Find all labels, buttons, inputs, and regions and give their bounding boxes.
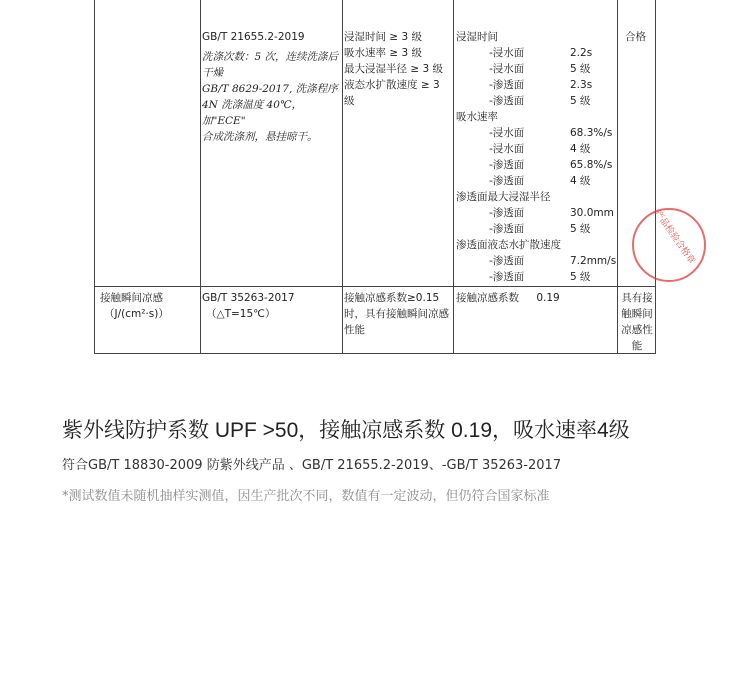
result-value: 0.19 [536,292,560,304]
result-value: 30.0mm [570,207,614,219]
result-label: -渗透面 [489,223,525,235]
standard-cell [202,290,340,322]
requirement-line: 吸水速率 ≥ 3 级 [344,47,422,59]
requirement-line: 性能 [344,324,365,336]
requirement-cell [344,290,452,338]
wash-note: GB/T 8629-2017, 洗涤程序 [202,83,338,95]
verdict-line: 具有接 [621,292,653,304]
test-report-table [94,0,656,354]
table-border [617,0,618,354]
disclaimer-note: *测试数值未随机抽样实测值，因生产批次不同，数值有一定波动，但仍符合国家标准 [62,489,550,504]
result-label: -渗透面 [489,271,525,283]
wash-note: 洗涤次数：5 次，连续洗涤后 [202,51,339,63]
result-value: 5 级 [570,95,591,107]
table-border [94,286,656,287]
result-label: -渗透面 [489,95,525,107]
standards-line: 符合GB/T 18830-2009 防紫外线产品 、GB/T 21655.2-2019、-GB/T 35263-2017 [62,458,562,473]
result-label: -渗透面 [489,79,525,91]
standard-cell [202,29,340,145]
result-cell [456,290,616,306]
result-value: 5 级 [570,223,591,235]
table-border [655,0,656,354]
result-label: -渗透面 [489,175,525,187]
result-label: -浸水面 [489,143,525,155]
requirement-line: 浸湿时间 ≥ 3 级 [344,31,422,43]
item-unit: （J/(cm²·s)） [104,308,169,320]
verdict-cell [625,29,646,45]
result-label: -渗透面 [489,207,525,219]
table-border [453,0,454,354]
result-label: -渗透面 [489,255,525,267]
standard-text: GB/T 35263-2017 [202,292,295,304]
result-label: -渗透面 [489,159,525,171]
requirement-cell [344,29,452,109]
result-value: 68.3%/s [570,127,613,139]
verdict-line: 凉感性 [621,324,653,336]
result-group-label: 浸湿时间 [456,31,498,43]
standard-condition: （△T=15℃） [206,308,276,320]
verdict-cell [619,290,655,354]
wash-note: 干燥 [202,67,223,79]
result-group-label: 吸水速率 [456,111,498,123]
result-label: 接触凉感系数 [456,292,519,304]
result-value: 2.3s [570,79,593,91]
result-value: 5 级 [570,271,591,283]
result-value: 2.2s [570,47,593,59]
standard-text: GB/T 21655.2-2019 [202,31,305,43]
item-cell [100,290,198,322]
table-border [94,0,95,354]
wash-note: 4N 洗涤温度 40℃，加"ECE" [202,99,303,127]
verdict-line: 能 [631,340,643,352]
result-group-label: 渗透面液态水扩散速度 [456,239,561,251]
requirement-line: 时，具有接触瞬间凉感 [344,308,449,320]
result-group-label: 渗透面最大浸湿半径 [456,191,551,203]
table-border [342,0,343,354]
requirement-line: 级 [344,95,355,107]
verdict-text: 合格 [625,31,646,43]
result-label: -浸水面 [489,127,525,139]
requirement-line: 液态水扩散速度 ≥ 3 [344,79,440,91]
stamp-text: 产品检验合格章 [652,208,697,267]
result-value: 7.2mm/s [570,255,617,267]
table-border [94,353,656,354]
result-value: 65.8%/s [570,159,613,171]
item-name: 接触瞬间凉感 [100,292,163,304]
result-label: -浸水面 [489,63,525,75]
result-value: 4 级 [570,175,591,187]
verdict-line: 触瞬间 [621,308,653,320]
requirement-line: 接触凉感系数≥0.15 [344,292,440,304]
result-value: 5 级 [570,63,591,75]
requirement-line: 最大浸湿半径 ≥ 3 级 [344,63,443,75]
headline: 紫外线防护系数 UPF >50，接触凉感系数 0.19，吸水速率4级 [62,419,630,442]
inspection-stamp [632,208,706,282]
wash-note: 合成洗涤剂，悬挂晾干。 [202,131,318,143]
result-label: -浸水面 [489,47,525,59]
table-border [200,0,201,354]
result-value: 4 级 [570,143,591,155]
